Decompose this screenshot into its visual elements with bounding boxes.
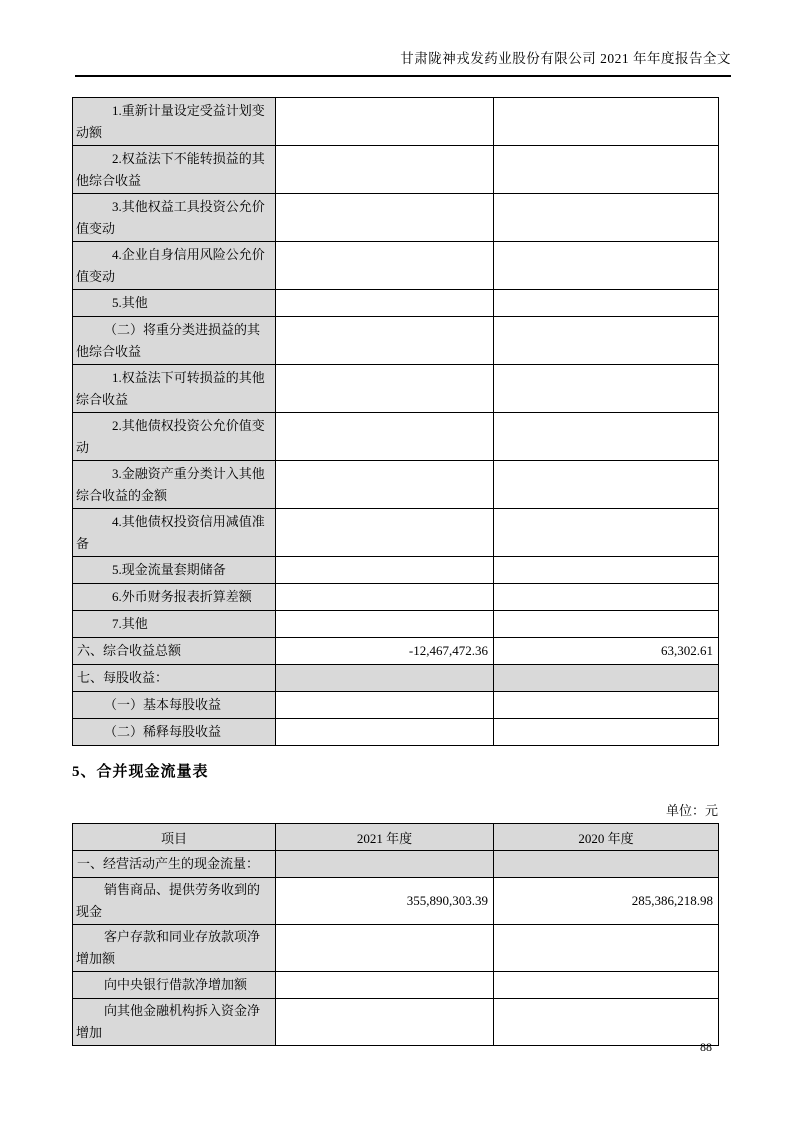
row-label: 1.重新计量设定受益计划变动额	[73, 98, 276, 146]
value-2021	[276, 611, 494, 638]
value-2021: -12,467,472.36	[276, 638, 494, 665]
value-2021	[276, 584, 494, 611]
column-header-2021: 2021 年度	[276, 824, 494, 851]
row-label: 销售商品、提供劳务收到的现金	[73, 878, 276, 925]
row-label: 七、每股收益：	[73, 665, 276, 692]
table-row	[73, 365, 719, 413]
row-label: 2.其他债权投资公允价值变动	[73, 413, 276, 461]
value-2020	[494, 719, 719, 746]
row-label: 2.权益法下不能转损益的其他综合收益	[73, 146, 276, 194]
value-2020: 285,386,218.98	[494, 878, 719, 925]
unit-label: 单位：元	[665, 803, 718, 818]
table-row	[73, 290, 719, 317]
row-label: 3.其他权益工具投资公允价值变动	[73, 194, 276, 242]
value-2021	[276, 290, 494, 317]
table-row	[73, 146, 719, 194]
value-2021	[276, 665, 494, 692]
table-row	[73, 878, 719, 925]
value-2020	[494, 242, 719, 290]
value-2021	[276, 98, 494, 146]
value-2021	[276, 692, 494, 719]
row-label: 4.其他债权投资信用减值准备	[73, 509, 276, 557]
value-2020	[494, 146, 719, 194]
cash-flow-table-body	[73, 851, 719, 1046]
table-row	[73, 611, 719, 638]
table-row	[73, 557, 719, 584]
table-row	[73, 999, 719, 1046]
table-row	[73, 925, 719, 972]
table-row	[73, 242, 719, 290]
row-label: 4.企业自身信用风险公允价值变动	[73, 242, 276, 290]
row-label: 3.金融资产重分类计入其他综合收益的金额	[73, 461, 276, 509]
table-row	[73, 509, 719, 557]
page-header-title: 甘肃陇神戎发药业股份有限公司 2021 年年度报告全文	[75, 50, 731, 77]
row-label: 六、综合收益总额	[73, 638, 276, 665]
value-2020	[494, 557, 719, 584]
table-row	[73, 851, 719, 878]
table-row	[73, 413, 719, 461]
value-2021	[276, 413, 494, 461]
value-2021	[276, 999, 494, 1046]
cashflow-section-title: 5、合并现金流量表	[72, 764, 209, 780]
value-2020: 63,302.61	[494, 638, 719, 665]
row-label: （一）基本每股收益	[73, 692, 276, 719]
table-row	[73, 638, 719, 665]
value-2020	[494, 413, 719, 461]
value-2021: 355,890,303.39	[276, 878, 494, 925]
row-label: （二）稀释每股收益	[73, 719, 276, 746]
column-header-2020: 2020 年度	[494, 824, 719, 851]
row-label: 向其他金融机构拆入资金净增加	[73, 999, 276, 1046]
value-2020	[494, 925, 719, 972]
table-row	[73, 584, 719, 611]
value-2021	[276, 972, 494, 999]
table-row	[73, 719, 719, 746]
table-row	[73, 317, 719, 365]
value-2021	[276, 146, 494, 194]
value-2021	[276, 317, 494, 365]
value-2020	[494, 317, 719, 365]
value-2020	[494, 851, 719, 878]
table-row	[73, 461, 719, 509]
value-2020	[494, 365, 719, 413]
value-2021	[276, 365, 494, 413]
table-row	[73, 665, 719, 692]
cash-flow-table	[72, 823, 719, 1046]
column-header-item: 项目	[73, 824, 276, 851]
row-label: 6.外币财务报表折算差额	[73, 584, 276, 611]
row-label: 5.其他	[73, 290, 276, 317]
value-2021	[276, 194, 494, 242]
value-2021	[276, 242, 494, 290]
value-2021	[276, 557, 494, 584]
row-label: 1.权益法下可转损益的其他综合收益	[73, 365, 276, 413]
row-label: 7.其他	[73, 611, 276, 638]
value-2020	[494, 509, 719, 557]
row-label: 向中央银行借款净增加额	[73, 972, 276, 999]
value-2021	[276, 851, 494, 878]
row-label: 5.现金流量套期储备	[73, 557, 276, 584]
value-2020	[494, 611, 719, 638]
table-row	[73, 692, 719, 719]
table-row	[73, 98, 719, 146]
comprehensive-income-table	[72, 97, 719, 746]
value-2021	[276, 461, 494, 509]
table-row	[73, 972, 719, 999]
value-2021	[276, 509, 494, 557]
cash-flow-header-row	[73, 824, 719, 851]
value-2020	[494, 665, 719, 692]
value-2021	[276, 719, 494, 746]
value-2020	[494, 692, 719, 719]
value-2020	[494, 584, 719, 611]
value-2020	[494, 972, 719, 999]
row-label: 一、经营活动产生的现金流量：	[73, 851, 276, 878]
row-label: 客户存款和同业存放款项净增加额	[73, 925, 276, 972]
page-number: 88	[700, 1040, 712, 1054]
value-2021	[276, 925, 494, 972]
value-2020	[494, 461, 719, 509]
value-2020	[494, 290, 719, 317]
value-2020	[494, 194, 719, 242]
comprehensive-income-table-body	[73, 98, 719, 746]
row-label: （二）将重分类进损益的其他综合收益	[73, 317, 276, 365]
value-2020	[494, 98, 719, 146]
value-2020	[494, 999, 719, 1046]
table-row	[73, 194, 719, 242]
